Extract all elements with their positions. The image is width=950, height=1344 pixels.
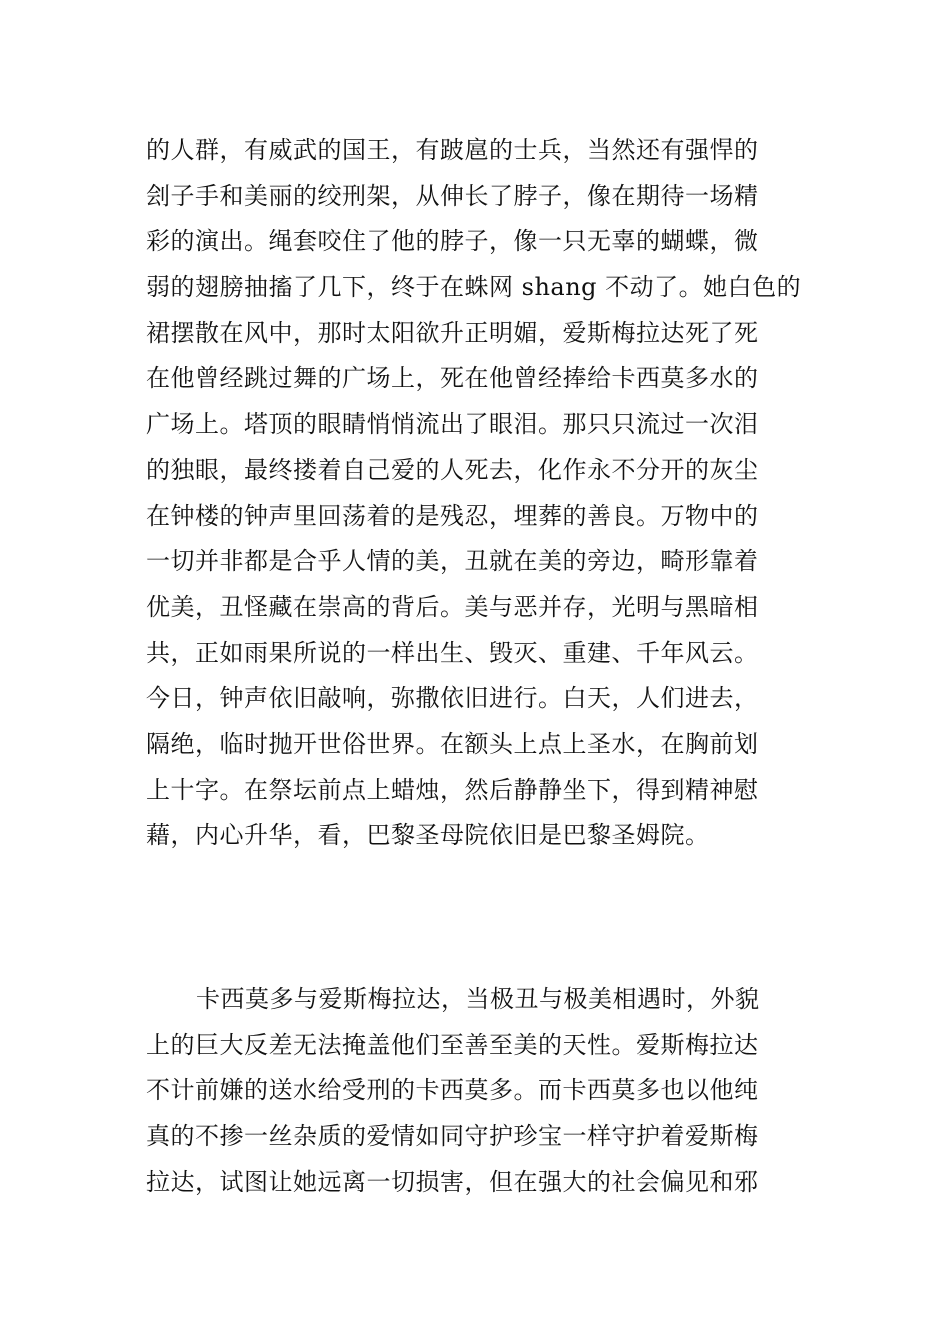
text-line: 拉达，试图让她远离一切损害，但在强大的社会偏见和邪 — [146, 1167, 759, 1196]
text-line: 裙摆散在风中，那时太阳欲升正明媚，爱斯梅拉达死了死 — [146, 318, 759, 347]
text-line: 在他曾经跳过舞的广场上，死在他曾经捧给卡西莫多水的 — [146, 364, 759, 393]
text-line: 广场上。塔顶的眼睛悄悄流出了眼泪。那只只流过一次泪 — [146, 410, 759, 439]
text-line: 的独眼，最终搂着自己爱的人死去，化作永不分开的灰尘 — [146, 455, 759, 484]
text-line: 隔绝，临时抛开世俗世界。在额头上点上圣水，在胸前划 — [146, 729, 759, 758]
text-line: 弱的翅膀抽搐了几下，终于在蛛网 shang 不动了。她白色的 — [146, 273, 802, 302]
paragraph-1 — [146, 128, 808, 859]
text-line: 彩的演出。绳套咬住了他的脖子，像一只无辜的蝴蝶，微 — [146, 227, 759, 256]
text-line: 优美，丑怪藏在崇高的背后。美与恶并存，光明与黑暗相 — [146, 592, 759, 621]
text-line: 上的巨大反差无法掩盖他们至善至美的天性。爱斯梅拉达 — [146, 1030, 759, 1059]
paragraph-2 — [146, 977, 808, 1205]
text-line: 上十字。在祭坛前点上蜡烛，然后静静坐下，得到精神慰 — [146, 775, 759, 804]
text-line: 真的不掺一丝杂质的爱情如同守护珍宝一样守护着爱斯梅 — [146, 1122, 759, 1151]
text-line: 共，正如雨果所说的一样出生、毁灭、重建、千年风云。 — [146, 638, 759, 667]
text-line: 藉，内心升华，看，巴黎圣母院依旧是巴黎圣姆院。 — [146, 821, 710, 850]
text-line: 一切并非都是合乎人情的美，丑就在美的旁边，畸形靠着 — [146, 547, 759, 576]
text-line: 在钟楼的钟声里回荡着的是残忍，埋葬的善良。万物中的 — [146, 501, 759, 530]
text-line: 今日，钟声依旧敲响，弥撒依旧进行。白天，人们进去， — [146, 684, 759, 713]
text-line: 的人群，有威武的国王，有跛扈的士兵，当然还有强悍的 — [146, 136, 759, 164]
text-line: 刽子手和美丽的绞刑架，从伸长了脖子，像在期待一场精 — [146, 181, 759, 210]
text-line: 不计前嫌的送水给受刑的卡西莫多。而卡西莫多也以他纯 — [146, 1076, 759, 1105]
text-line: 卡西莫多与爱斯梅拉达，当极丑与极美相遇时，外貌 — [196, 985, 760, 1013]
